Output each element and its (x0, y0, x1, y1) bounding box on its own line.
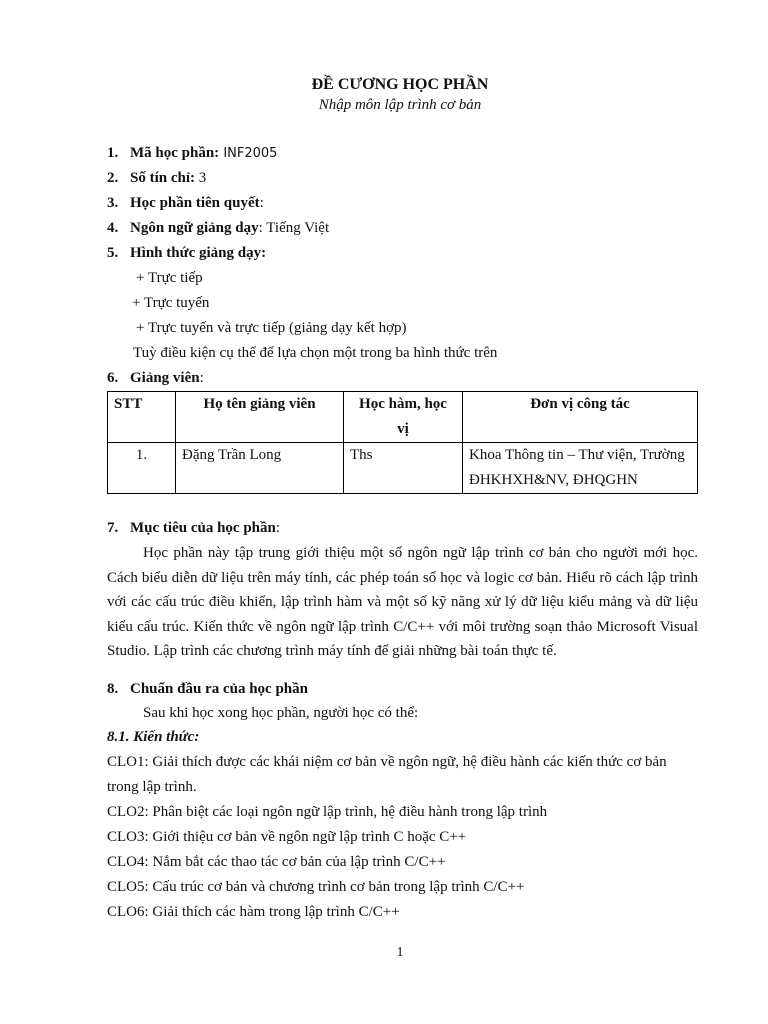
item-label: Mã học phần: (130, 145, 220, 161)
form-option: + Trực tuyến và trực tiếp (giảng dạy kết hợp) (136, 320, 407, 336)
outcomes-heading (107, 677, 308, 702)
clo-item: CLO1: Giải thích được các khái niệm cơ bản về ngôn ngữ, hệ điều hành các kiến thức cơ bản trong lập trình. (107, 754, 667, 795)
item-teaching-form (107, 241, 266, 266)
item-number: 4. (107, 220, 119, 236)
item-value: 3 (195, 170, 207, 186)
clo-item: CLO4: Nắm bắt các thao tác cơ bản của lập trình C/C++ (107, 854, 446, 870)
item-course-code (107, 141, 277, 166)
item-number: 6. (107, 370, 119, 386)
table-cell: Khoa Thông tin – Thư viện, Trường ĐHKHXH&NV, ĐHQGHN (463, 443, 698, 494)
lecturer-heading (107, 366, 204, 391)
table-cell: Đặng Trần Long (176, 443, 344, 494)
table-header-row (108, 392, 698, 443)
table-header-cell: Đơn vị công tác (463, 392, 698, 443)
form-option: + Trực tiếp (136, 270, 203, 286)
item-credits (107, 166, 206, 191)
item-number: 8. (107, 681, 119, 697)
form-option: + Trực tuyến (132, 295, 210, 311)
item-number: 1. (107, 145, 119, 161)
outcomes-intro: Sau khi học xong học phần, người học có thể: (143, 705, 419, 721)
clo-item: CLO3: Giới thiệu cơ bản về ngôn ngữ lập trình C hoặc C++ (107, 829, 467, 845)
clo-item: CLO2: Phân biệt các loại ngôn ngữ lập trình, hệ điều hành trong lập trình (107, 804, 548, 820)
item-language (107, 216, 329, 241)
item-number: 3. (107, 195, 119, 211)
item-value: : Tiếng Việt (258, 220, 330, 236)
document-title: ĐỀ CƯƠNG HỌC PHẦN (311, 76, 489, 93)
clo-item: CLO5: Cấu trúc cơ bản và chương trình cơ bản trong lập trình C/C++ (107, 879, 525, 895)
item-value: : (259, 195, 264, 211)
table-cell: 1. (108, 443, 176, 494)
item-number: 5. (107, 245, 119, 261)
table-header-cell: Họ tên giảng viên (176, 392, 344, 443)
item-label: Học phần tiên quyết (130, 195, 260, 211)
clo-item: CLO6: Giải thích các hàm trong lập trình C/C++ (107, 904, 400, 920)
item-label: Mục tiêu của học phần (130, 520, 276, 536)
item-number: 7. (107, 520, 119, 536)
table-header-cell: STT (108, 392, 176, 443)
item-value: INF2005 (219, 146, 278, 161)
item-suffix: : (199, 370, 204, 386)
document-subtitle: Nhập môn lập trình cơ bản (318, 97, 482, 113)
objectives-text: Học phần này tập trung giới thiệu một số ngôn ngữ lập trình cơ bản cho người mới học. Cách biểu diễn dữ liệu trên máy tính, các phép toán số học và logic cơ bản. Hiểu rõ cách lập trình với các cấu trúc điều khiển, lập trình hàm và một số kỹ năng xử lý dữ liệu kiểu mảng và dữ liệu kiểu cấu trúc. Kiến thức về ngôn ngữ lập trình C/C++ với môi trường soạn thảo Microsoft Visual Studio. Lập trình các chương trình máy tính để giải những bài toán thực tế. (107, 545, 698, 659)
item-label: Chuẩn đầu ra của học phần (130, 681, 308, 697)
item-label: Ngôn ngữ giảng dạy (130, 220, 259, 236)
item-label: Số tín chỉ: (130, 170, 196, 186)
table-cell: Ths (344, 443, 463, 494)
form-note: Tuỳ điều kiện cụ thể để lựa chọn một trong ba hình thức trên (133, 345, 498, 361)
table-row (108, 443, 698, 494)
lecturer-table (107, 391, 698, 494)
item-label: Hình thức giảng dạy: (130, 245, 267, 261)
objectives-heading (107, 516, 280, 541)
table-header-cell: Học hàm, học vị (344, 392, 463, 443)
item-number: 2. (107, 170, 119, 186)
item-prerequisite (107, 191, 264, 216)
item-suffix: : (275, 520, 281, 536)
page-number: 1 (396, 945, 404, 960)
item-label: Giảng viên (130, 370, 200, 386)
knowledge-subheading: 8.1. Kiến thức: (107, 729, 200, 745)
